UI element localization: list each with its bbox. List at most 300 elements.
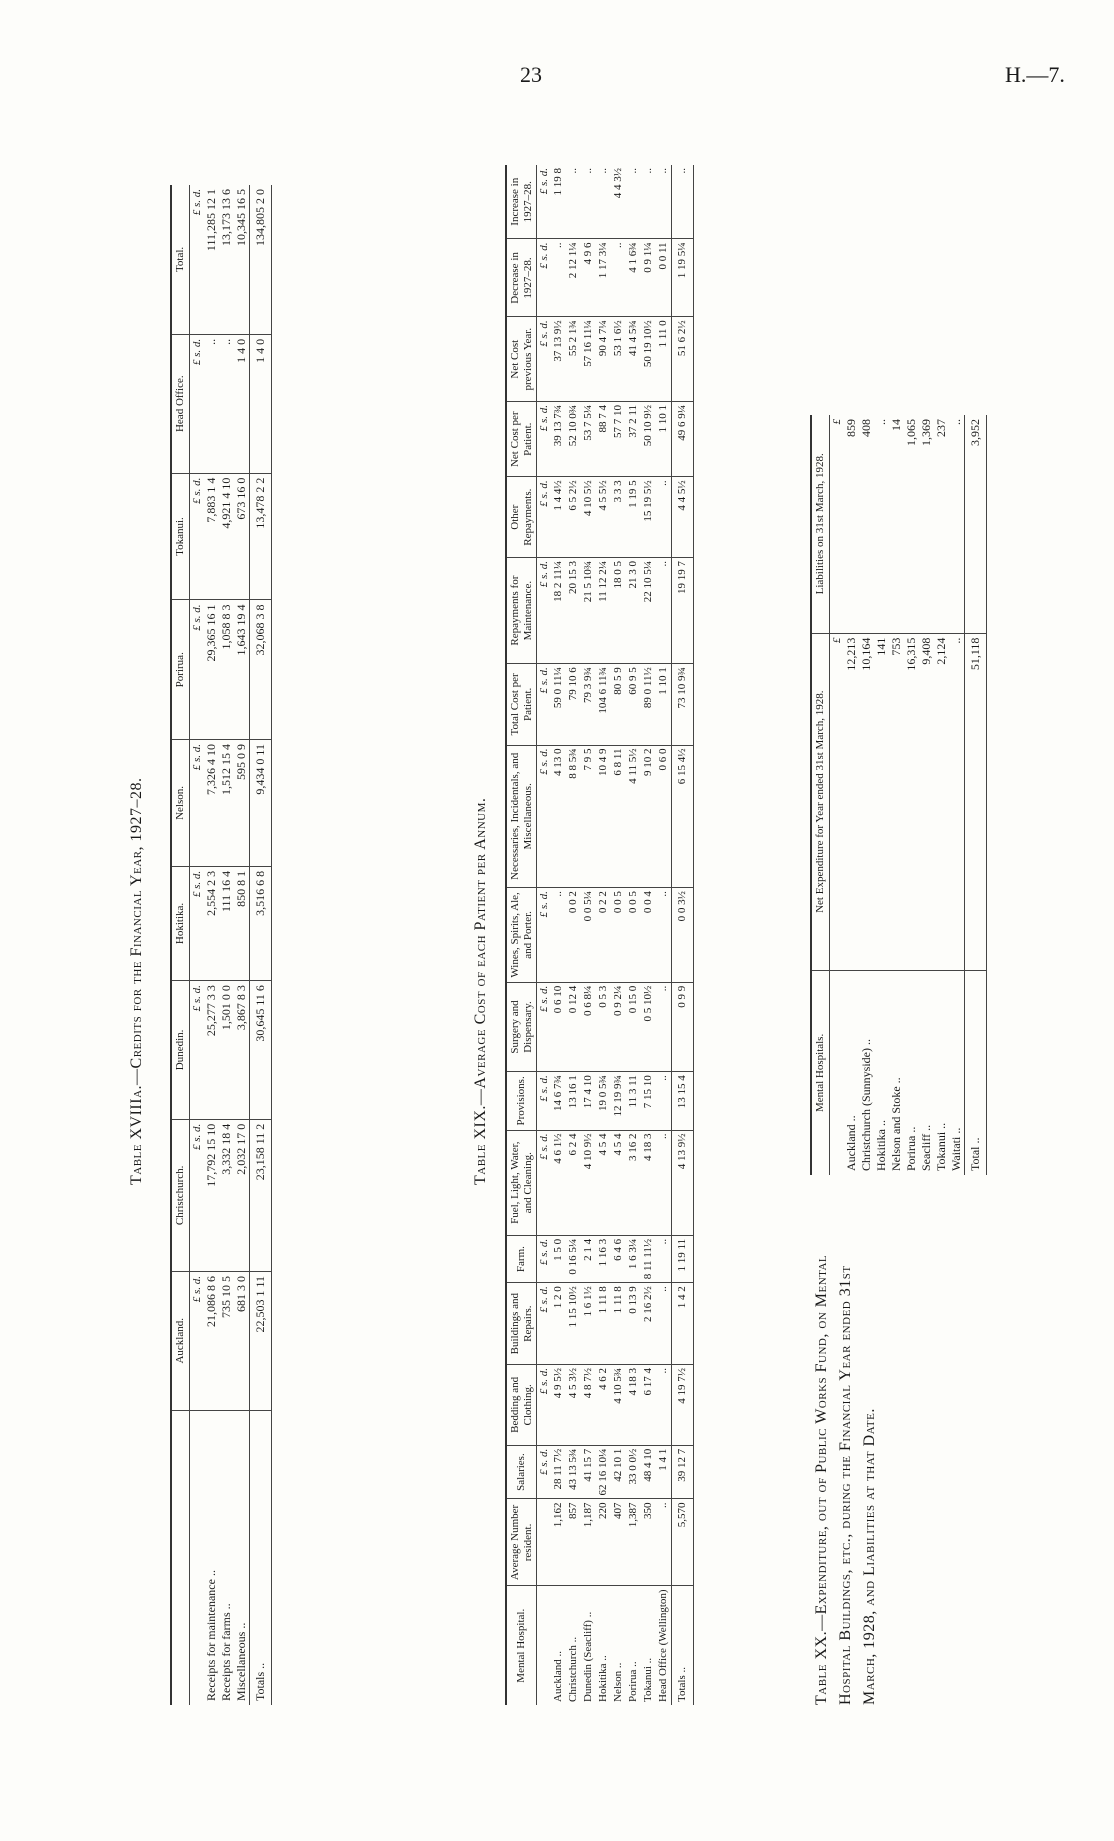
table-cell: 10,164 [859,633,874,970]
table-cell: 6 5 2½ [566,477,581,558]
column-header: Increase in 1927–28. [506,165,537,239]
table-cell: 2,124 [934,633,949,970]
table-cell: 408 [859,415,874,633]
table-cell: 6 2 4 [566,1130,581,1235]
unit-cell: £ s. d. [537,317,552,402]
table-row [611,165,626,1705]
column-header: Provisions. [506,1072,537,1130]
table-cell: .. [949,633,965,970]
table-cell: Tokanui .. [933,1122,948,1171]
unit-cell: £ s. d. [537,1235,552,1282]
column-header: Auckland. [171,1271,189,1410]
table-cell: Porirua .. [903,1126,918,1171]
units-row [537,165,552,1705]
table-cell: .. [656,1235,672,1282]
table-cell: Auckland .. [552,1650,565,1702]
table-cell: 14 6 7¾ [551,1072,566,1130]
table-cell: 17,792 15 10 [204,1119,219,1271]
table-cell: Miscellaneous .. [233,1622,248,1701]
total-cell: 30,645 11 6 [249,981,271,1120]
total-cell: 0 0 3½ [672,888,694,983]
table-cell: 41 4 5¾ [626,317,641,402]
unit-cell: £ s. d. [189,1271,204,1410]
table-cell: 3 16 2 [626,1130,641,1235]
table-cell: 1 15 10½ [566,1283,581,1365]
total-cell: 22,503 1 11 [249,1271,271,1410]
table-cell: 111 16 4 [219,866,234,980]
table-cell: Receipts for farms .. [218,1603,233,1701]
total-cell: 39 12 7 [672,1445,694,1499]
column-header: Dunedin. [171,981,189,1120]
total-cell: 13,478 2 2 [249,473,271,600]
table-cell: Nelson .. [612,1662,625,1702]
table-row [949,415,965,1175]
unit-cell: £ s. d. [537,1365,552,1446]
unit-cell: £ s. d. [189,740,204,867]
table-cell: 53 7 5¼ [581,402,596,477]
units-row [829,415,844,1175]
table-cell: 6 8 11 [611,745,626,888]
table-cell: .. [656,982,672,1072]
table-row [626,165,641,1705]
table-cell: 1 2 0 [551,1283,566,1365]
table-cell: 43 13 5¾ [566,1445,581,1499]
column-header: Necessaries, Incidentals, and Miscellaneous. [506,745,537,888]
table-cell: 850 8 1 [234,866,250,980]
table-cell: 41 15 7 [581,1445,596,1499]
column-header: Total. [171,185,189,334]
table-cell: 1 19 8 [551,165,566,239]
table-cell: .. [596,165,611,239]
table-cell: 2 12 1¼ [566,239,581,317]
column-header: Other Repayments. [506,477,537,558]
totals-row [249,185,271,1705]
header-row [506,165,537,1705]
unit-cell: £ s. d. [537,1072,552,1130]
table-row [641,165,656,1705]
table-cell: 0 0 5 [611,888,626,983]
unit-cell: £ s. d. [189,866,204,980]
unit-cell: £ s. d. [537,477,552,558]
table-cell: 7 9 5 [581,745,596,888]
table-cell: 1 6 1½ [581,1283,596,1365]
table-cell: 104 6 11¾ [596,664,611,745]
table-row [219,185,234,1705]
table-cell: Tokanui .. [642,1657,655,1702]
table-row [551,165,566,1705]
table-cell: 18 0 5 [611,557,626,663]
table-cell: 55 2 1¾ [566,317,581,402]
table-row [596,165,611,1705]
table-cell: 29,365 16 1 [204,600,219,740]
table-row [581,165,596,1705]
table-cell: 220 [596,1499,611,1586]
unit-cell [537,1499,552,1586]
table-cell: 4 10 9½ [581,1130,596,1235]
column-header: Average Number resident. [506,1499,537,1586]
table-row [656,165,672,1705]
table-cell: Head Office (Wellington) [657,1589,670,1702]
table-cell: 88 7 4 [596,402,611,477]
column-header: Net Cost previous Year. [506,317,537,402]
table-xix-title: Table XIX.—Average Cost of each Patient per Annum. [472,797,489,1185]
totals-row [672,165,694,1705]
table-cell: 0 0 5¼ [581,888,596,983]
total-cell: 23,158 11 2 [249,1119,271,1271]
table-cell: 50 10 9½ [641,402,656,477]
column-header: Net Cost per Patient. [506,402,537,477]
table-cell: .. [656,165,672,239]
table-cell: 9 10 2 [641,745,656,888]
table-row [859,415,874,1175]
table-cell: 1 11 0 [656,317,672,402]
table-cell: 25,277 3 3 [204,981,219,1120]
table-cell: 0 16 5¼ [566,1235,581,1282]
table-cell: 22 10 5¼ [641,557,656,663]
total-cell: Total .. [964,970,986,1175]
table-cell: 857 [566,1499,581,1586]
table-cell: 0 0 2 [566,888,581,983]
table-cell: 2 16 2½ [641,1283,656,1365]
table-cell: 237 [934,415,949,633]
table-cell: 4 5 5½ [596,477,611,558]
units-row [189,185,204,1705]
table-cell: 59 0 11¼ [551,664,566,745]
table-cell: .. [551,888,566,983]
table-cell: 0 5 10½ [641,982,656,1072]
table-cell: 11 12 2¼ [596,557,611,663]
table-cell: 33 0 0½ [626,1445,641,1499]
table-cell: 13 16 1 [566,1072,581,1130]
table-cell: 11 3 11 [626,1072,641,1130]
table-cell: 1 6 3¼ [626,1235,641,1282]
unit-cell: £ s. d. [537,1283,552,1365]
table-cell: 0 9 1¼ [641,239,656,317]
column-header: Head Office. [171,334,189,473]
column-header: Mental Hospitals. [811,970,829,1175]
unit-cell: £ s. d. [537,165,552,239]
unit-cell: £ s. d. [537,888,552,983]
table-cell: 90 4 7¼ [596,317,611,402]
column-header: Net Expenditure for Year ended 31st March, 1928. [811,633,829,970]
table-cell: 7,883 1 4 [204,473,219,600]
table-cell: 4 9 5½ [551,1365,566,1446]
table-cell: .. [581,165,596,239]
table-cell: 1,501 0 0 [219,981,234,1120]
unit-cell: £ s. d. [189,981,204,1120]
table-cell: .. [656,557,672,663]
table-cell: Receipts for maintenance .. [203,1570,218,1701]
table-cell: 6 4 6 [611,1235,626,1282]
table-xix [505,165,694,1705]
table-cell: 2,032 17 0 [234,1119,250,1271]
total-cell: 51 6 2½ [672,317,694,402]
column-header: Bedding and Clothing. [506,1365,537,1446]
total-cell: 5,570 [672,1499,694,1586]
table-cell: 4 11 5½ [626,745,641,888]
unit-cell: £ s. d. [189,185,204,334]
table-cell: 3,867 8 3 [234,981,250,1120]
header-row [811,415,829,1175]
table-cell: 1 16 3 [596,1235,611,1282]
totals-row [964,415,986,1175]
total-cell: 4 13 9½ [672,1130,694,1235]
total-cell: 9,434 0 11 [249,740,271,867]
header-row [171,185,189,1705]
table-cell: 10,345 16 5 [234,185,250,334]
table-cell: 0 9 2¼ [611,982,626,1072]
total-cell: 4 19 7½ [672,1365,694,1446]
table-cell: 12,213 [844,633,859,970]
table-cell: 1,643 19 4 [234,600,250,740]
rotated-page-content [110,135,1070,1745]
table-cell: .. [641,165,656,239]
table-cell: .. [656,1130,672,1235]
total-cell: 4 4 5½ [672,477,694,558]
table-cell: 753 [889,633,904,970]
total-cell: 1 4 2 [672,1283,694,1365]
table-row [874,415,889,1175]
table-cell: 0 15 0 [626,982,641,1072]
table-cell: 3,332 18 4 [219,1119,234,1271]
table-xx [810,415,987,1175]
table-cell: 1,387 [626,1499,641,1586]
table-cell: 1 10 1 [656,402,672,477]
column-header: Surgery and Dispensary. [506,982,537,1072]
total-cell: 134,805 2 0 [249,185,271,334]
table-cell: .. [566,165,581,239]
table-cell: 1 4 0 [234,334,250,473]
table-cell: 52 10 0¾ [566,402,581,477]
unit-cell: £ s. d. [189,334,204,473]
table-cell: .. [656,1072,672,1130]
unit-cell: £ s. d. [537,745,552,888]
column-header: Christchurch. [171,1119,189,1271]
table-cell: Christchurch .. [567,1636,580,1702]
table-cell: Waitati .. [948,1127,963,1171]
table-cell: 37 2 11 [626,402,641,477]
table-cell: 407 [611,1499,626,1586]
table-cell: 7 15 10 [641,1072,656,1130]
total-cell: 49 6 9¼ [672,402,694,477]
total-cell: 13 15 4 [672,1072,694,1130]
table-row [204,185,219,1705]
column-header: Liabilities on 31st March, 1928. [811,415,829,633]
unit-cell [189,1410,204,1705]
table-cell: 1,058 8 3 [219,600,234,740]
unit-cell: £ s. d. [189,1119,204,1271]
table-cell: 4 5 3½ [566,1365,581,1446]
table-cell: 21 3 0 [626,557,641,663]
table-cell: 79 3 9¾ [581,664,596,745]
table-cell: Auckland .. [843,1115,858,1171]
table-cell: 4 1 6¾ [626,239,641,317]
table-cell: 12 19 9¾ [611,1072,626,1130]
table-row [889,415,904,1175]
table-cell: 595 0 9 [234,740,250,867]
table-cell: 0 0 5 [626,888,641,983]
table-cell: 18 2 11¼ [551,557,566,663]
unit-cell: £ s. d. [537,402,552,477]
table-cell: 79 10 6 [566,664,581,745]
table-cell: 1 4 1 [656,1445,672,1499]
table-cell: .. [949,415,965,633]
total-cell: Totals .. [249,1410,271,1705]
table-cell: 0 5 3 [596,982,611,1072]
table-cell: 4,921 4 10 [219,473,234,600]
unit-cell: £ s. d. [537,664,552,745]
total-cell: Totals .. [672,1586,694,1705]
table-cell: 21,086 8 6 [204,1271,219,1410]
table-cell: 17 4 10 [581,1072,596,1130]
table-cell: 0 6 10 [551,982,566,1072]
table-cell: 80 5 9 [611,664,626,745]
table-cell: 57 7 10 [611,402,626,477]
table-cell: 141 [874,633,889,970]
table-cell: 0 12 4 [566,982,581,1072]
table-cell: Porirua .. [627,1661,640,1702]
table-cell: .. [611,239,626,317]
table-cell: 13,173 13 6 [219,185,234,334]
table-cell: 53 1 6½ [611,317,626,402]
table-row [566,165,581,1705]
total-cell: 3,516 6 8 [249,866,271,980]
page-number: 23 [520,62,542,87]
column-header: Nelson. [171,740,189,867]
table-cell: 1 11 8 [611,1283,626,1365]
column-header: Salaries. [506,1445,537,1499]
table-cell: 89 0 11½ [641,664,656,745]
document-code: H.—7. [1005,62,1065,87]
column-header: Repayments for Maintenance. [506,557,537,663]
column-header: Farm. [506,1235,537,1282]
table-cell: 0 6 0 [656,745,672,888]
table-cell: 39 13 7¾ [551,402,566,477]
column-header: Fuel, Light, Water, and Cleaning. [506,1130,537,1235]
unit-cell: £ s. d. [537,1130,552,1235]
table-cell: 1 4 4½ [551,477,566,558]
table-cell: 0 2 2 [596,888,611,983]
table-cell: Nelson and Stoke .. [888,1077,903,1171]
table-cell: 0 13 9 [626,1283,641,1365]
total-cell: 73 10 9¾ [672,664,694,745]
table-cell: 10 4 9 [596,745,611,888]
table-cell: 4 6 2 [596,1365,611,1446]
table-row [919,415,934,1175]
table-cell: 4 8 7½ [581,1365,596,1446]
table-cell: 4 9 6 [581,239,596,317]
table-cell: 4 10 5½ [581,477,596,558]
total-cell: 0 9 9 [672,982,694,1072]
table-cell: 4 10 5¾ [611,1365,626,1446]
column-header: Decrease in 1927–28. [506,239,537,317]
table-cell: 2,554 2 3 [204,866,219,980]
table-cell: .. [656,1365,672,1446]
column-header: Hokitika. [171,866,189,980]
unit-cell: £ s. d. [537,239,552,317]
table-cell: 16,315 [904,633,919,970]
table-cell: 9,408 [919,633,934,970]
table-cell: 0 0 4 [641,888,656,983]
table-cell: 4 5 4 [596,1130,611,1235]
table-cell: 4 4 3½ [611,165,626,239]
table-cell: 350 [641,1499,656,1586]
table-cell: 4 18 3 [626,1365,641,1446]
table-cell: 3 3 3 [611,477,626,558]
table-cell: 19 0 5¾ [596,1072,611,1130]
table-cell: 2 1 4 [581,1235,596,1282]
table-cell: 7,326 4 10 [204,740,219,867]
table-row [904,415,919,1175]
table-cell: 1 11 8 [596,1283,611,1365]
unit-cell: £ s. d. [537,1445,552,1499]
table-row [844,415,859,1175]
table-cell: .. [874,415,889,633]
table-cell: 0 6 8¼ [581,982,596,1072]
total-cell: .. [672,165,694,239]
table-xviiia-title: Table XVIIIa.—Credits for the Financial Year, 1927–28. [128,777,145,1185]
table-cell: 859 [844,415,859,633]
column-header: Tokanui. [171,473,189,600]
table-xviiia [170,185,272,1705]
column-header: Mental Hospital. [506,1586,537,1705]
table-cell: 681 3 0 [234,1271,250,1410]
table-cell: .. [204,334,219,473]
table-cell: 1 10 1 [656,664,672,745]
table-cell: 4 5 4 [611,1130,626,1235]
unit-cell: £ [829,633,844,970]
table-cell: 48 4 10 [641,1445,656,1499]
unit-cell: £ s. d. [537,557,552,663]
table-cell: 1 5 0 [551,1235,566,1282]
table-row [934,415,949,1175]
table-cell: 62 16 10¼ [596,1445,611,1499]
total-cell: 32,068 3 8 [249,600,271,740]
table-cell: Christchurch (Sunnyside) .. [858,1039,873,1171]
unit-cell [537,1586,552,1705]
table-cell: .. [656,888,672,983]
table-cell: Seacliff .. [918,1124,933,1171]
unit-cell [829,970,844,1175]
table-cell: 0 0 11 [656,239,672,317]
table-cell: 14 [889,415,904,633]
total-cell: 19 19 7 [672,557,694,663]
table-cell: 673 16 0 [234,473,250,600]
table-cell: 28 11 7½ [551,1445,566,1499]
table-cell: 1 17 3¼ [596,239,611,317]
table-cell: 8 8 5¾ [566,745,581,888]
table-cell: 20 15 3 [566,557,581,663]
table-cell: .. [219,334,234,473]
unit-cell: £ [829,415,844,633]
total-cell: 3,952 [964,415,986,633]
unit-cell: £ s. d. [189,473,204,600]
total-cell: 1 19 5¼ [672,239,694,317]
table-cell: 42 10 1 [611,1445,626,1499]
total-cell: 51,118 [964,633,986,970]
table-cell: 1 19 5 [626,477,641,558]
table-cell: 1,369 [919,415,934,633]
table-cell: 1,065 [904,415,919,633]
table-cell: 111,285 12 1 [204,185,219,334]
table-cell: Dunedin (Seacliff) .. [582,1611,595,1702]
unit-cell: £ s. d. [537,982,552,1072]
table-cell: 4 18 3 [641,1130,656,1235]
table-cell: 4 13 0 [551,745,566,888]
table-cell: 21 5 10¾ [581,557,596,663]
table-cell: 60 9 5 [626,664,641,745]
table-cell: Hokitika .. [873,1120,888,1171]
